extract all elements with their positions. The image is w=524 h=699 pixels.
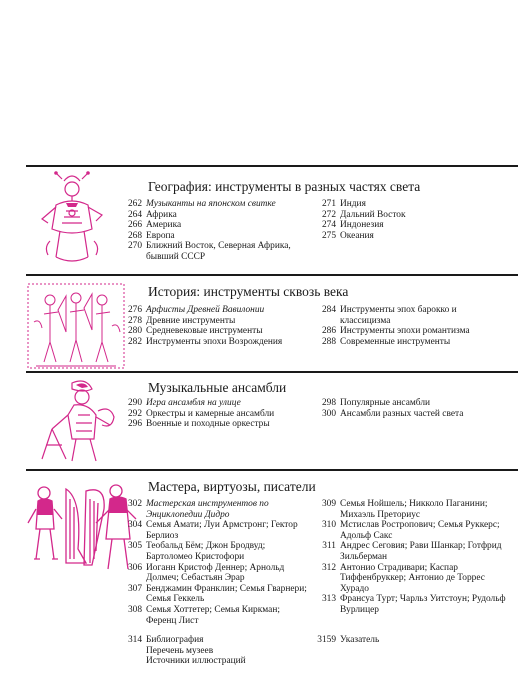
- toc-entry[interactable]: 286 Инструменты эпохи романтизма: [321, 326, 470, 337]
- toc-entry[interactable]: 3159 Указатель: [317, 635, 380, 645]
- toc-entry[interactable]: 282 Инструменты эпохи Возрождения: [127, 336, 283, 347]
- toc-column-left: [122, 199, 306, 263]
- toc-entry[interactable]: 305 Теобальд Бём; Джон Бродвуд; Бартоломео Кристофори: [127, 541, 266, 562]
- toc-entry[interactable]: 311 Андрес Сеговия; Рави Шанкар; Готфрид Зильберман: [322, 541, 502, 562]
- section-geography: [26, 165, 518, 272]
- section-title: История: инструменты сквозь века: [148, 284, 349, 299]
- toc-entry[interactable]: 284 Инструменты эпох барокко и классицизма: [321, 305, 457, 326]
- toc-entry[interactable]: 276 Арфисты Древней Вавилонии: [127, 305, 265, 315]
- toc-entry[interactable]: 313 Франсуа Турт; Чарльз Уитстоун; Рудольф Вурлицер: [321, 594, 506, 615]
- toc-column-right: [316, 398, 506, 419]
- toc-entry[interactable]: 280 Средневековые инструменты: [127, 326, 263, 337]
- toc-column-left: [122, 305, 312, 347]
- toc-entry[interactable]: 262 Музыканты на японском свитке: [127, 199, 276, 209]
- section-ensembles: [26, 371, 518, 468]
- toc-entry[interactable]: 312 Антонио Страдивари; Каспар Тиффенбруккер; Антонио де Торрес Хурадо: [321, 562, 485, 594]
- toc-footer-left: [122, 635, 312, 667]
- toc-column-right: [316, 499, 506, 616]
- toc-entry[interactable]: 288 Современные инструменты: [321, 336, 451, 347]
- toc-entry[interactable]: 290 Игра ансамбля на улице: [127, 398, 241, 408]
- section-title: География: инструменты в разных частях света: [148, 179, 421, 194]
- babylonian-harpists-illustration: [26, 282, 126, 372]
- japanese-musician-illustration: [26, 167, 116, 267]
- toc-column-right: [316, 305, 506, 347]
- toc-entry[interactable]: 307 Бенджамин Франклин; Семья Гварнери; Семья Геккель: [127, 583, 307, 605]
- toc-entry[interactable]: 268 Европа: [127, 230, 175, 241]
- section-title: Музыкальные ансамбли: [148, 380, 287, 395]
- toc-entry[interactable]: 298 Популярные ансамбли: [321, 398, 431, 408]
- toc-column-right: [316, 199, 506, 241]
- toc-entry[interactable]: 292 Оркестры и камерные ансамбли: [127, 408, 275, 419]
- toc-column-left: [122, 499, 312, 626]
- toc-entry[interactable]: 278 Древние инструменты: [127, 315, 236, 326]
- toc-entry[interactable]: 274 Индонезия: [321, 220, 384, 231]
- toc-entry[interactable]: 314 Библиография Перечень музеев Источники иллюстраций: [127, 635, 246, 667]
- toc-entry[interactable]: 270 Ближний Восток, Северная Африка, бывший СССР: [127, 241, 291, 262]
- toc-entry[interactable]: 309 Семья Нойшель; Никколо Паганини; Михаэль Преториус: [321, 499, 488, 520]
- toc-entry[interactable]: 306 Иоганн Кристоф Деннер; Арнольд Долмеч; Себастьян Эрар: [127, 562, 285, 584]
- toc-entry[interactable]: 275 Океания: [321, 230, 374, 241]
- toc-entry[interactable]: 310 Мстислав Ростропович; Семья Руккерс; Адольф Сакс: [321, 520, 500, 541]
- street-musician-illustration: [32, 375, 122, 465]
- toc-entry[interactable]: 304 Семья Амати; Луи Армстронг; Гектор Берлиоз: [127, 520, 298, 541]
- section-title: Мастера, виртуозы, писатели: [148, 479, 316, 494]
- toc-entry[interactable]: 264 Африка: [127, 209, 177, 220]
- section-history: [26, 274, 518, 370]
- toc-footer-right: [312, 635, 502, 646]
- section-masters: [26, 469, 518, 631]
- toc-entry[interactable]: 266 Америка: [127, 220, 182, 231]
- toc-entry[interactable]: 272 Дальний Восток: [321, 209, 406, 220]
- toc-entry[interactable]: 308 Семья Хоттетер; Семья Киркман; Ференц Лист: [127, 604, 280, 626]
- toc-entry[interactable]: 300 Ансамбли разных частей света: [321, 408, 464, 419]
- toc-entry[interactable]: 271 Индия: [321, 199, 366, 209]
- toc-column-left: [122, 398, 312, 430]
- toc-entry[interactable]: 296 Военные и походные оркестры: [127, 419, 270, 430]
- toc-entry[interactable]: 302 Мастерская инструментов по Энциклопедии Дидро: [127, 499, 269, 520]
